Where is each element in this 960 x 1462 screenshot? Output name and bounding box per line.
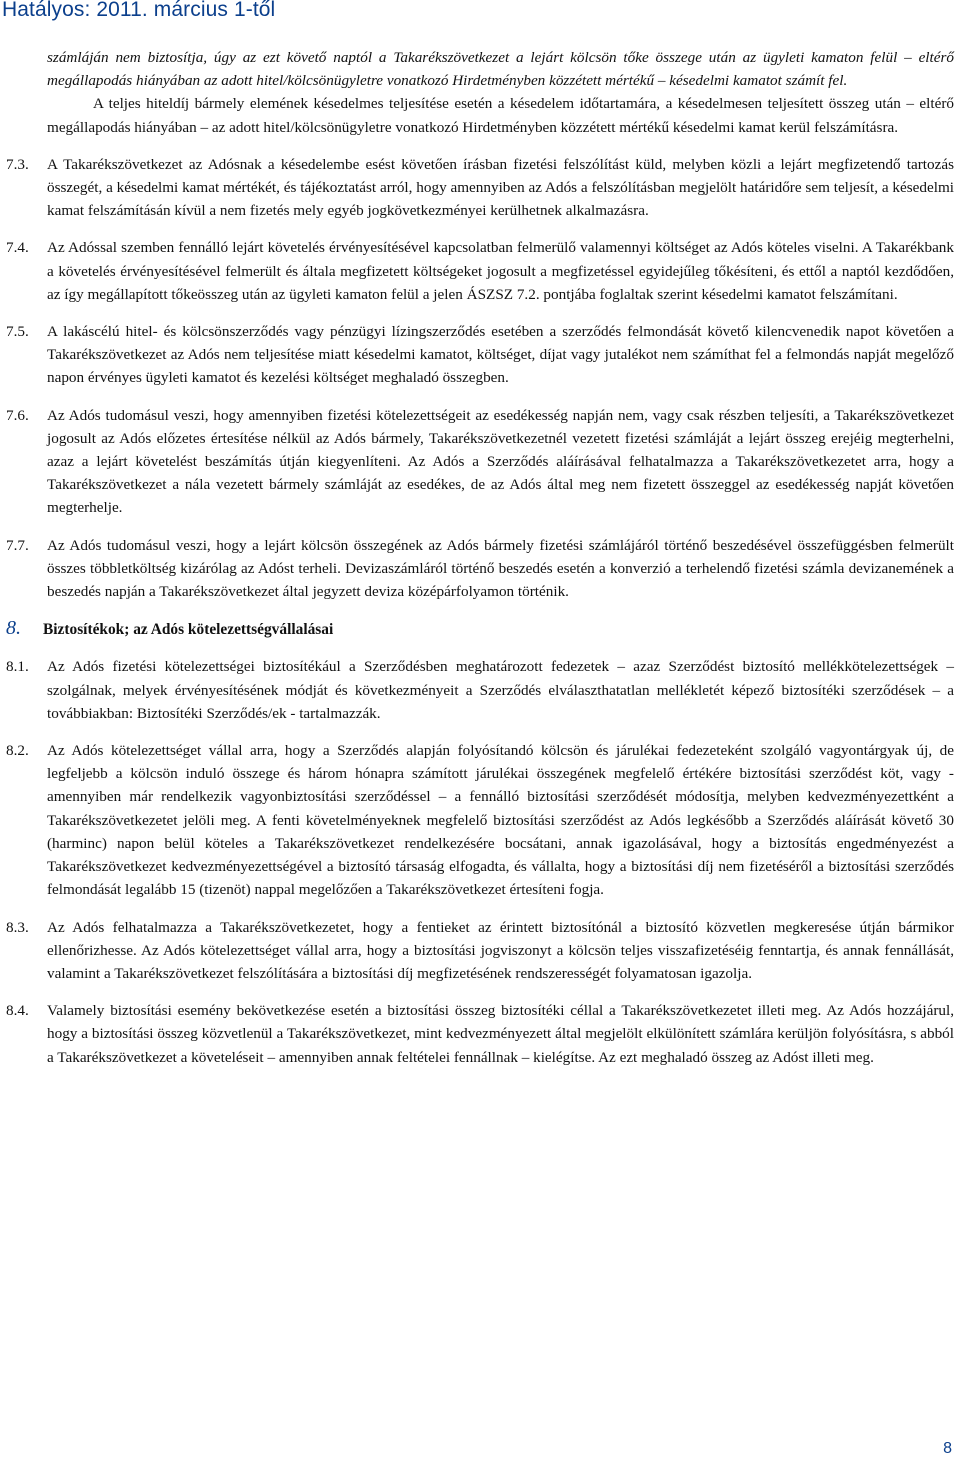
intro-paragraph: A teljes hiteldíj bármely elemének késedelmes teljesítése esetén a késedelem időtartamára, a késedelmesen teljesített összeg után – eltérő megállapodás hiányában – az adott hitel/kölcsönügyletre vonatkozó Hirdetményben közzétett mértékű késedelmi kamat kerül felszámításra. [47, 95, 954, 136]
section-8-3 [6, 916, 954, 986]
document-body [6, 46, 954, 1069]
section-7-6 [6, 404, 954, 520]
section-text: Az Adós fizetési kötelezettségei biztosítékául a Szerződésben meghatározott fedezetek – azaz Szerződést biztosító mellékkötelezettségek – szolgálnak, melyek érvényesítésének módját és következményeit a Szerződés elválaszthatatlan mellékletét képező biztosítéki szerződések – a továbbiakban: Biztosítéki Szerződés/ek - tartalmazzák. [47, 658, 954, 722]
section-number: 7.5. [6, 323, 29, 341]
heading-number: 8. [6, 617, 21, 640]
section-text: Az Adós kötelezettséget vállal arra, hogy a Szerződés alapján folyósítandó kölcsön és járulékai fedezeteként szolgáló vagyontárgyak új, de legfeljebb a kölcsön induló összege és három hónapra számított járulékai összegének megfelelő értékére biztosítási szerződést köt, vagy - amennyiben már rendelkezik vagyonbiztosítási szerződéssel – a fennálló biztosítási szerződését módosítja, melyben kedvezményezettként a Takarékszövetkezetet jelöli meg. A fenti követelményeknek megfelelő biztosítási szerződést az Adós legkésőbb a Szerződés aláírását követő 30 (harminc) napon belül köteles a Takarékszövetkezet rendelkezésére bocsátani, annak igazolásával, hogy a biztosítás engedményezést a Takarékszövetkezet kedvezményezettségével a biztosító társaság elfogadta, és vállalta, hogy a biztosítási díj nem fizetéséről a biztosítási szerződés felmondását legalább 15 (tizenöt) nappal megelőzően a Takarékszövetkezet értesíteni fogja. [47, 742, 954, 899]
section-text: A Takarékszövetkezet az Adósnak a késedelembe esést követően írásban fizetési felszólítást küld, melyben közli a lejárt megfizetendő tartozás összegét, a késedelmi kamat mértékét, és tájékoztatást arról, hogy amennyiben az Adós a felszólításban megjelölt határidőre sem teljesít, a késedelmi kamat felszámításán kívül a nem fizetés mely egyéb jogkövetkezményei kerülhetnek alkalmazásra. [47, 155, 954, 220]
section-text: Az Adóssal szemben fennálló lejárt követelés érvényesítésével kapcsolatban felmerülő valamennyi költséget az Adós köteles viselni. A Takarékbank a követelés érvényesítésével felmerült és általa megfizetett költségeket jogosult a megfizetéssel egyidejűleg tőkésíteni, és ettől a naptól kezdődően, az így megállapított tőkeösszeg után az ügyleti kamaton felül a jelen ÁSZSZ 7.2. pontjába foglaltak szerint késedelmi kamatot felszámítani. [47, 239, 954, 303]
section-8-4 [6, 999, 954, 1069]
section-text: Az Adós tudomásul veszi, hogy a lejárt kölcsön összegének az Adós bármely fizetési számlájáról történő beszedésével összefüggésben felmerült összes többletköltség kizárólag az Adóst terheli. Devizaszámláról történő beszedés esetén a konverzió a terhelendő fizetési számla devizanemének a beszedés napján a Takarékszövetkezet által jegyzett deviza középárfolyamon történik. [47, 536, 954, 601]
section-number: 8.1. [6, 658, 29, 676]
continuation-paragraph: számláján nem biztosítja, úgy az ezt követő naptól a Takarékszövetkezet a lejárt kölcsön tőke összege után az ügyleti kamaton felül – eltérő megállapodás hiányában az adott hitel/kölcsönügyletre vonatkozó Hirdetményben közzétett mértékű – késedelmi kamatot számít fel. [47, 49, 954, 90]
section-7-7 [6, 534, 954, 604]
section-7-3 [6, 153, 954, 223]
section-8-2 [6, 739, 954, 901]
heading-title: Biztosítékok; az Adós kötelezettségvállalásai [43, 621, 334, 639]
section-number: 8.4. [6, 1002, 29, 1020]
section-number: 7.7. [6, 536, 29, 554]
section-8-1 [6, 655, 954, 725]
section-text: A lakáscélú hitel- és kölcsönszerződés vagy pénzügyi lízingszerződés esetében a szerződés felmondását követő kilencvenedik napot követően a Takarékszövetkezet az Adós nem teljesítése miatt késedelmi kamatot, költséget, díjat vagy jutalékot nem számíthat fel a felmondás napját megelőző napon érvényes ügyleti kamatot és kezelési költséget meghaladó összegben. [47, 323, 954, 387]
section-text: Valamely biztosítási esemény bekövetkezése esetén a biztosítási összeg biztosítéki céllal a Takarékszövetkezetet illeti meg. Az Adós hozzájárul, hogy a biztosítási összeg közvetlenül a Takarékszövetkezet, mint kedvezményezett által megjelölt elkülönített számlára kerüljön folyósításra, s abból a Takarékszövetkezet a követeléseit – amennyiben annak feltételei fennállnak – kielégítse. Az ezt meghaladó összeg az Adóst illeti meg. [47, 1002, 954, 1066]
section-number: 7.6. [6, 406, 29, 424]
section-number: 8.3. [6, 918, 29, 936]
section-text: Az Adós tudomásul veszi, hogy amennyiben fizetési kötelezettségeit az esedékesség napján nem, vagy csak részben teljesíti, a Takarékszövetkezet jogosult az Adós előzetes értesítése nélkül az Adós bármely, Takarékszövetkezetnél vezetett fizetési számláját a lejárt összeg erejéig megterhelni, azaz a lejárt követelést beszámítás útján kiegyenlíteni. Az Adós a Szerződés aláírásával felhatalmazza a Takarékszövetkezetet arra, hogy a Takarékszövetkezet a nála vezetett bármely számláját az esedékes, de az Adós által meg nem fizetett összeggel az esedékesség napját követően megterhelje. [47, 406, 954, 517]
section-7-4 [6, 236, 954, 306]
page-header [0, 0, 960, 24]
section-8-heading [6, 617, 954, 641]
page-number: 8 [943, 1440, 952, 1457]
effective-date-title: Hatályos: 2011. március 1-től [2, 0, 276, 21]
section-number: 7.4. [6, 239, 29, 257]
section-7-5 [6, 320, 954, 390]
section-number: 7.3. [6, 155, 29, 173]
section-text: Az Adós felhatalmazza a Takarékszövetkezetet, hogy a fentieket az érintett biztosítónál a biztosító közvetlen megkeresése útján bármikor ellenőrizhesse. Az Adós kötelezettséget vállal arra, hogy a biztosítási jogviszonyt a kölcsön teljes visszafizetéséig fenntartja, és annak fennállását, valamint a Takarékszövetkezet felszólítására a biztosítási díj megfizetésének rendszerességét folyamatosan igazolja. [47, 918, 954, 982]
section-number: 8.2. [6, 742, 29, 760]
